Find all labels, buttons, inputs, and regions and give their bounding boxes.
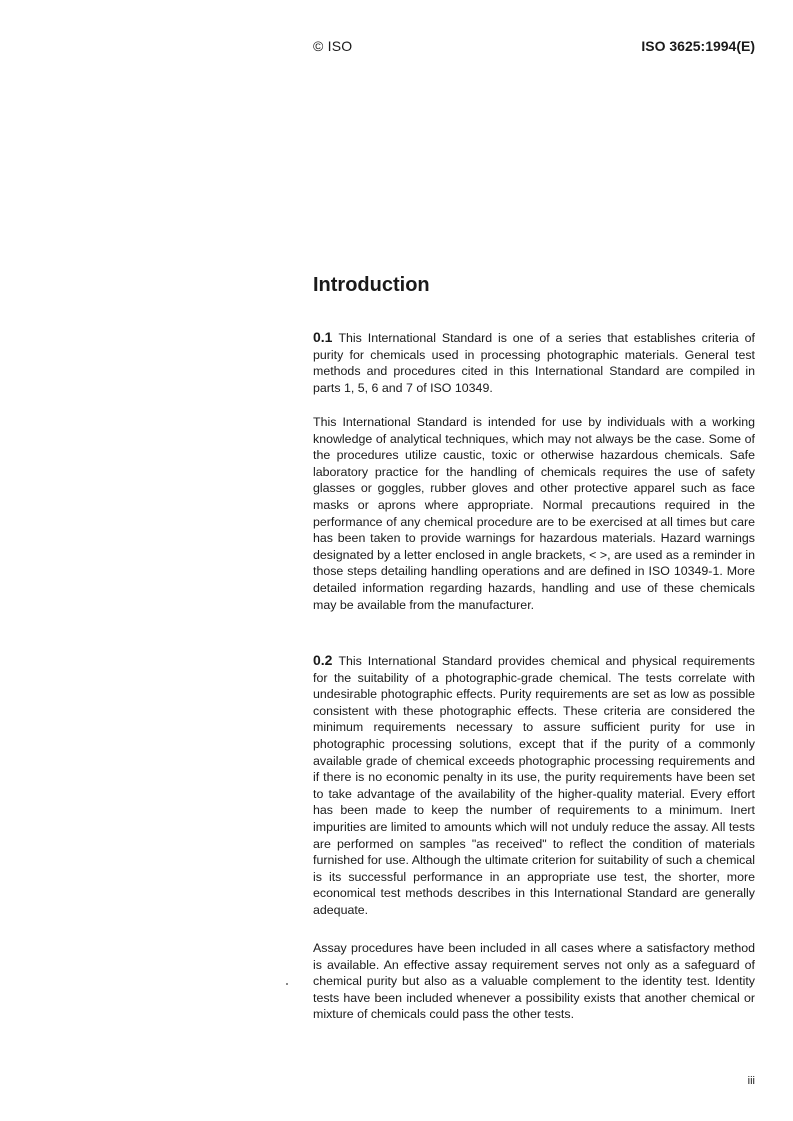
document-id: ISO 3625:1994(E)	[641, 38, 755, 54]
section-0-1-paragraph-2: This International Standard is intended for use by individuals with a working knowledge of analytical techniques, which may not always be the case. Some of the procedures utilize caustic, toxic or otherwise hazardous chemicals. Safe laboratory practice for the handling of chemicals requires the use of safety glasses or goggles, rubber gloves and other protective apparel such as face masks or aprons where appropriate. Normal precautions required in the performance of any chemical procedure are to be exercised at all times but care has been taken to provide warnings for hazardous materials. Hazard warnings designated by a letter enclosed in angle brackets, < >, are used as a reminder in those steps detailing handling operations and are defined in ISO 10349-1. More detailed information regarding hazards, handling and use of these chemicals may be available from the manufacturer.	[313, 415, 755, 612]
page-title: Introduction	[313, 274, 430, 296]
section-0-2-paragraph-2: Assay procedures have been included in all cases where a satisfactory method is available. An effective assay requirement serves not only as a safeguard of chemical purity but also as a valuable complement to the identity test. Identity tests have been included whenever a possibility exists that another chemical or mixture of chemicals could pass the other tests.	[313, 941, 755, 1022]
section-number: 0.2	[313, 652, 333, 668]
copyright-label: © ISO	[313, 38, 353, 54]
page-number: iii	[747, 1075, 755, 1087]
margin-mark	[286, 983, 288, 985]
section-0-1-paragraph-1	[313, 329, 755, 396]
section-number: 0.1	[313, 329, 333, 345]
paragraph-text: This International Standard provides chemical and physical requirements for the suitability of a photographic-grade chemical. The tests correlate with undesirable photographic effects. Purity requirements are set as low as possible consistent with these photographic effects. These criteria are considered the minimum requirements necessary to assure sufficient purity for use in photographic processing solutions, except that if the purity of a commonly available grade of chemical exceeds photographic processing requirements and if there is no economic penalty in its use, the purity requirements have been set to take advantage of the availability of the higher-quality material. Every effort has been made to keep the number of requirements to a minimum. Inert impurities are limited to amounts which will not unduly reduce the assay. All tests are performed on samples "as received" to reflect the condition of materials furnished for use. Although the ultimate criterion for suitability of such a chemical is its successful performance in an appropriate use test, the shorter, more economical test methods describes in this International Standard are generally adequate.	[313, 654, 755, 917]
section-0-2-paragraph-1	[313, 652, 755, 919]
paragraph-text: This International Standard is one of a series that establishes criteria of purity for chemicals used in processing photographic materials. General test methods and procedures cited in this International Standard are compiled in parts 1, 5, 6 and 7 of ISO 10349.	[313, 331, 755, 395]
